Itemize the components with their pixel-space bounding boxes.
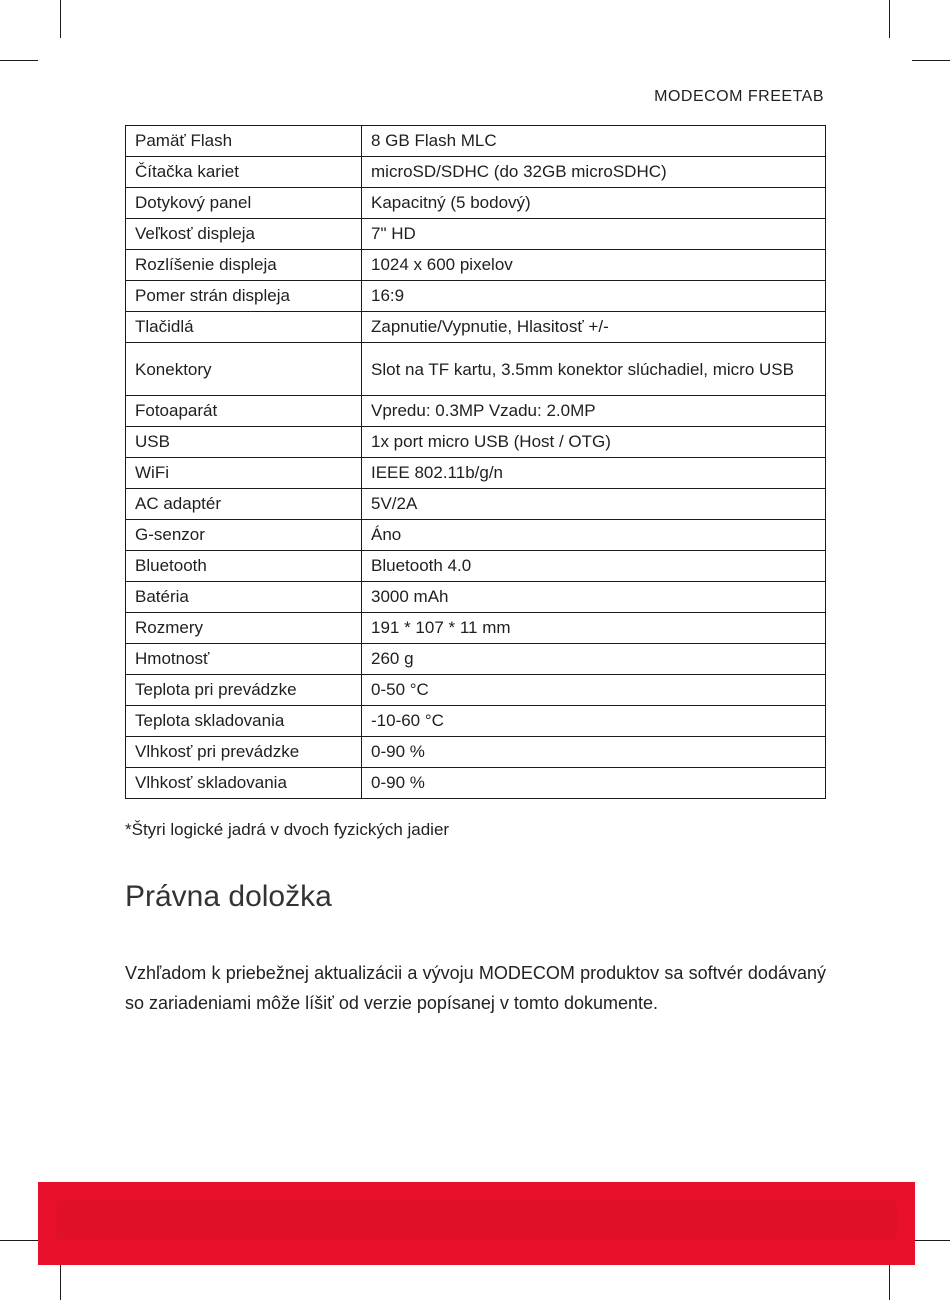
spec-label: Vlhkosť pri prevádzke [126,737,362,768]
table-row [126,126,826,157]
crop-mark-bottom-right-h [912,1240,950,1241]
spec-value: 1x port micro USB (Host / OTG) [362,427,826,458]
spec-label: Vlhkosť skladovania [126,768,362,799]
crop-mark-top-left-h [0,60,38,61]
crop-mark-top-right-v [889,0,890,38]
spec-label: Tlačidlá [126,312,362,343]
crop-mark-bottom-left-v [60,1262,61,1300]
spec-label: Hmotnosť [126,644,362,675]
crop-mark-bottom-right-v [889,1262,890,1300]
spec-value: Kapacitný (5 bodový) [362,188,826,219]
footnote: *Štyri logické jadrá v dvoch fyzických jadier [125,820,450,839]
spec-label: Čítačka kariet [126,157,362,188]
spec-value: 7" HD [362,219,826,250]
table-row [126,582,826,613]
spec-label: Pamäť Flash [126,126,362,157]
spec-value: Áno [362,520,826,551]
spec-value: 260 g [362,644,826,675]
table-row [126,520,826,551]
section-body: Vzhľadom k priebežnej aktualizácii a vývoju MODECOM produktov sa softvér dodávaný so zariadeniami môže líšiť od verzie popísanej v tomto dokumente. [125,963,826,1013]
table-row [126,737,826,768]
spec-value: 5V/2A [362,489,826,520]
spec-value: 0-50 °C [362,675,826,706]
spec-label: Rozlíšenie displeja [126,250,362,281]
spec-label: WiFi [126,458,362,489]
table-row [126,281,826,312]
spec-value: Vpredu: 0.3MP Vzadu: 2.0MP [362,396,826,427]
spec-value: Zapnutie/Vypnutie, Hlasitosť +/- [362,312,826,343]
spec-value: Slot na TF kartu, 3.5mm konektor slúchadiel, micro USB [362,343,826,396]
spec-label: AC adaptér [126,489,362,520]
table-row [126,706,826,737]
spec-value: 0-90 % [362,737,826,768]
crop-mark-top-left-v [60,0,61,38]
spec-label: Batéria [126,582,362,613]
spec-label: USB [126,427,362,458]
spec-label: Teplota pri prevádzke [126,675,362,706]
footer-red-bar [38,1182,915,1265]
table-row [126,219,826,250]
table-row [126,644,826,675]
footer-red-bar-inner [56,1200,897,1240]
spec-label: Dotykový panel [126,188,362,219]
spec-label: Fotoaparát [126,396,362,427]
spec-value: 0-90 % [362,768,826,799]
spec-table [125,125,826,799]
table-row [126,250,826,281]
spec-value: Bluetooth 4.0 [362,551,826,582]
spec-value: 16:9 [362,281,826,312]
spec-value: IEEE 802.11b/g/n [362,458,826,489]
spec-value: 1024 x 600 pixelov [362,250,826,281]
spec-value: 3000 mAh [362,582,826,613]
spec-label: Rozmery [126,613,362,644]
spec-label: Konektory [126,343,362,396]
spec-label: Veľkosť displeja [126,219,362,250]
table-row [126,551,826,582]
table-row [126,489,826,520]
spec-label: Pomer strán displeja [126,281,362,312]
spec-label: Teplota skladovania [126,706,362,737]
spec-value: -10-60 °C [362,706,826,737]
table-row [126,312,826,343]
spec-table-body [126,126,826,799]
spec-label: G-senzor [126,520,362,551]
crop-mark-top-right-h [912,60,950,61]
table-row [126,427,826,458]
table-row [126,157,826,188]
spec-value: microSD/SDHC (do 32GB microSDHC) [362,157,826,188]
page-header-brand: MODECOM FREETAB [654,88,824,105]
table-row [126,343,826,396]
spec-value: 191 * 107 * 11 mm [362,613,826,644]
table-row [126,458,826,489]
table-row [126,613,826,644]
crop-mark-bottom-left-h [0,1240,38,1241]
spec-label: Bluetooth [126,551,362,582]
table-row [126,396,826,427]
table-row [126,188,826,219]
table-row [126,768,826,799]
table-row [126,675,826,706]
section-title: Právna doložka [125,880,332,913]
spec-value: 8 GB Flash MLC [362,126,826,157]
